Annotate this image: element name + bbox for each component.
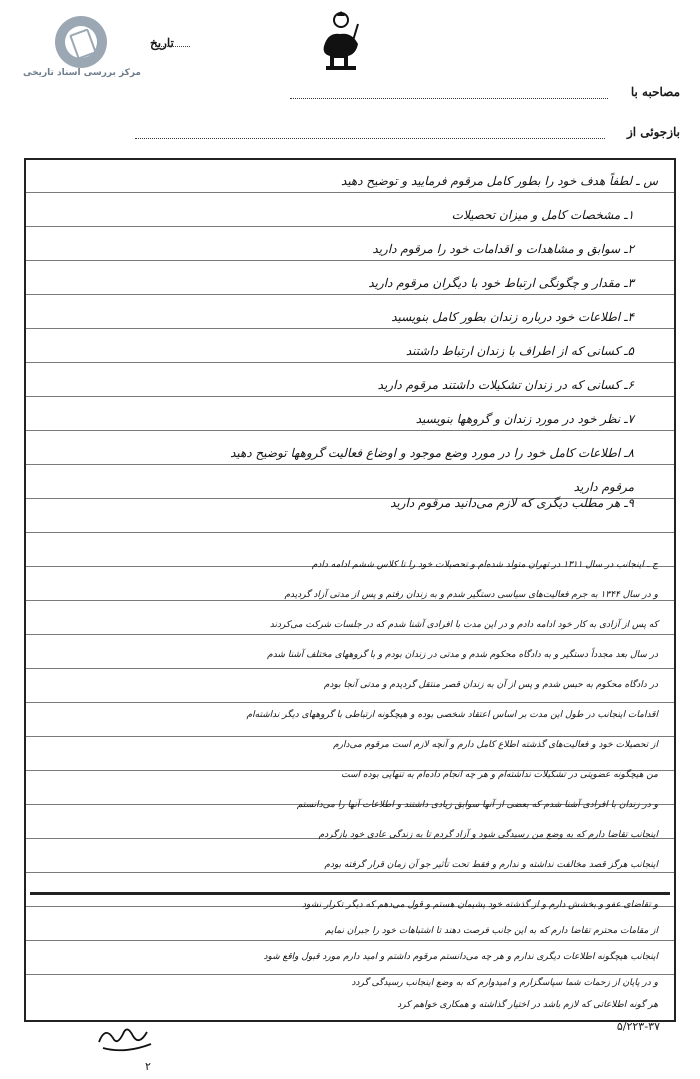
- answer-line: اینجانب تقاضا دارم که به وضع من رسیدگی شود و آزاد گردم تا به زندگی عادی خود بازگردم: [318, 830, 658, 840]
- ruled-line: [26, 226, 674, 227]
- ruled-line: [26, 702, 674, 703]
- answer-line: اقدامات اینجانب در طول این مدت بر اساس اعتقاد شخصی بوده و هیچگونه ارتباطی با گروههای دیگر نداشته‌ام: [246, 710, 658, 720]
- answer-line: و تقاضای عفو و بخشش دارم و از گذشته خود پشیمان هستم و قول می‌دهم که دیگر تکرار نشود: [302, 900, 658, 910]
- handwritten-signature: [95, 1018, 155, 1054]
- ruled-line: [26, 464, 674, 465]
- answer-line: از تحصیلات خود و فعالیت‌های گذشته اطلاع کامل دارم و آنچه لازم است مرقوم می‌دارم: [333, 740, 658, 750]
- answer-line: اینجانب هرگز قصد مخالفت نداشته و ندارم و فقط تحت تأثیر جو آن زمان قرار گرفته بودم: [324, 860, 658, 870]
- page-number: ۲: [145, 1060, 151, 1073]
- ruled-line: [26, 294, 674, 295]
- organization-name: مرکز بررسی اسناد تاریخی: [22, 68, 142, 78]
- question-line: ۴ـ اطلاعات خود درباره زندان بطور کامل بنویسید: [391, 310, 634, 324]
- answer-line: من هیچگونه عضویتی در تشکیلات نداشته‌ام و هر چه انجام داده‌ام به تنهایی بوده است: [341, 770, 658, 780]
- form-box: [24, 158, 676, 1022]
- answer-line: و در پایان از زحمات شما سپاسگزارم و امیدوارم که به وضع اینجانب رسیدگی گردد: [351, 978, 658, 988]
- question-line: ۹ـ هر مطلب دیگری که لازم می‌دانید مرقوم دارید: [390, 496, 634, 510]
- interview-label: مصاحبه با: [630, 85, 680, 99]
- ruled-line: [26, 430, 674, 431]
- answer-line: در سال بعد مجدداً دستگیر و به دادگاه محکوم شدم و مدتی در زندان بودم و با گروههای مختلف آشنا شدم: [267, 650, 658, 660]
- question-line: ۱ـ مشخصات کامل و میزان تحصیلات: [451, 208, 634, 222]
- answer-line: ج ـ اینجانب در سال ۱۳۱۱ در تهران متولد شده‌ام و تحصیلات خود را تا کلاس ششم ادامه دادم: [311, 560, 658, 570]
- strike-through-line: [30, 892, 670, 895]
- ruled-line: [26, 328, 674, 329]
- ruled-line: [26, 362, 674, 363]
- ruled-line: [26, 736, 674, 737]
- date-label: تاریخ: [150, 36, 174, 50]
- ruled-line: [26, 668, 674, 669]
- ruled-line: [26, 600, 674, 601]
- ruled-line: [26, 940, 674, 941]
- ruled-line: [26, 192, 674, 193]
- document-number: ۵/۲۲۳-۳۷: [616, 1020, 660, 1033]
- question-line: ۸ـ اطلاعات کامل خود را در مورد وضع موجود و اوضاع فعالیت گروهها توضیح دهید: [230, 446, 634, 460]
- question-line: س ـ لطفاً هدف خود را بطور کامل مرقوم فرمایید و توضیح دهید: [341, 174, 658, 188]
- question-line: ۷ـ نظر خود در مورد زندان و گروهها بنویسید: [415, 412, 634, 426]
- answer-line: که پس از آزادی به کار خود ادامه دادم و در این مدت با افرادی آشنا شدم که در جلسات شرکت می‌کردند: [269, 620, 658, 630]
- ruled-line: [26, 532, 674, 533]
- answer-line: در دادگاه محکوم به حبس شدم و پس از آن به زندان قصر منتقل گردیدم و مدتی آنجا بودم: [323, 680, 658, 690]
- answer-line: و در سال ۱۳۴۴ به جرم فعالیت‌های سیاسی دستگیر شدم و به زندان رفتم و پس از مدتی آزاد گردیدم: [284, 590, 658, 600]
- ruled-line: [26, 634, 674, 635]
- interrogation-field-line: [135, 138, 605, 139]
- ruled-line: [26, 396, 674, 397]
- ruled-line: [26, 872, 674, 873]
- lion-and-sun-emblem-icon: [318, 10, 364, 72]
- ruled-line: [26, 260, 674, 261]
- interrogation-label: بازجوئی از: [626, 125, 680, 139]
- question-line: ۵ـ کسانی که از اطراف با زندان ارتباط داشتند: [405, 344, 634, 358]
- answer-line: و در زندان با افرادی آشنا شدم که بعضی از آنها سوابق زیادی داشتند و اطلاعات آنها را می‌دانستم: [296, 800, 658, 810]
- answer-line: از مقامات محترم تقاضا دارم که به این جانب فرصت دهند تا اشتباهات خود را جبران نمایم: [325, 926, 658, 936]
- question-line: ۲ـ سوابق و مشاهدات و اقدامات خود را مرقوم دارید: [372, 242, 634, 256]
- answer-line: اینجانب هیچگونه اطلاعات دیگری ندارم و هر چه می‌دانستم مرقوم داشتم و امید دارم مورد قبول واقع شود: [263, 952, 658, 962]
- question-line: ۶ـ کسانی که در زندان تشکیلات داشتند مرقوم دارید: [377, 378, 634, 392]
- answer-line: هر گونه اطلاعاتی که لازم باشد در اختیار گذاشته و همکاری خواهم کرد: [397, 1000, 658, 1010]
- question-line: ۳ـ مقدار و چگونگی ارتباط خود با دیگران مرقوم دارید: [368, 276, 634, 290]
- question-line: مرقوم دارید: [573, 480, 634, 494]
- ruled-line: [26, 974, 674, 975]
- interview-field-line: [290, 98, 608, 99]
- archive-logo-icon: [55, 16, 107, 68]
